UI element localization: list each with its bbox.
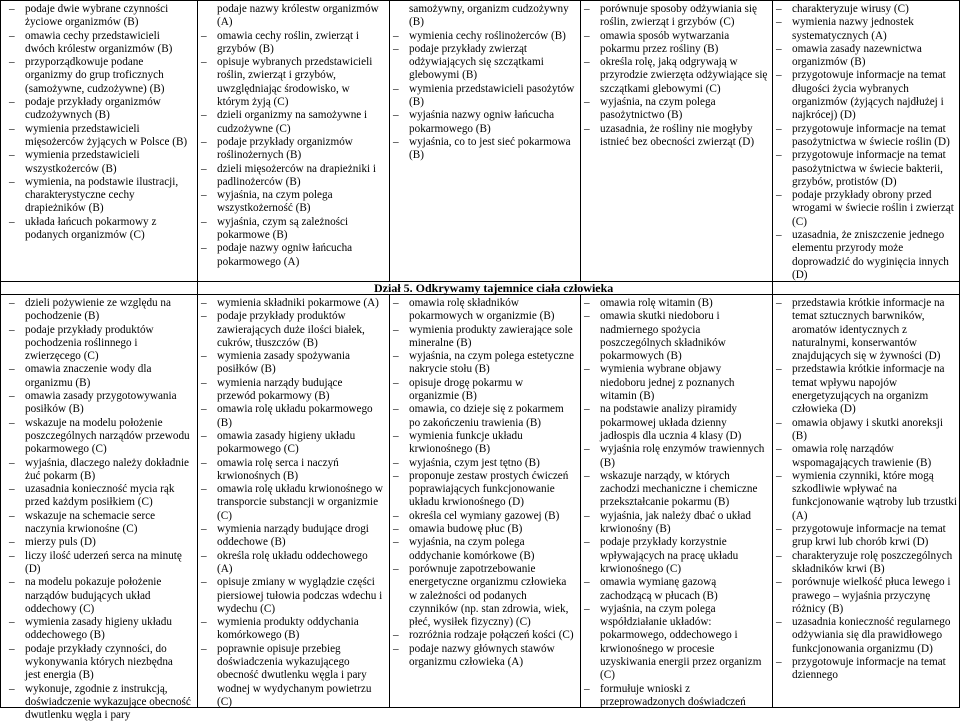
requirement-text: wymienia nazwy jednostek systematycznych (A) (792, 16, 914, 42)
requirement-item (582, 96, 768, 123)
requirement-item (774, 363, 958, 416)
requirement-item (199, 310, 383, 350)
requirement-item (774, 523, 958, 550)
requirement-text: wyjaśnia, na czym polega estetyczne nakrycie stołu (B) (409, 350, 574, 376)
requirement-item (391, 403, 575, 430)
requirement-text: przedstawia krótkie informacje na temat sztucznych barwników, aromatów identycznych z naturalnymi, konserwantów znajdujących się w żywności (D) (792, 297, 945, 363)
requirement-text: przygotowuje informacje na temat dziennego (792, 656, 946, 682)
row2-col4 (582, 297, 768, 707)
requirement-text: wymienia produkty oddychania komórkowego (B) (217, 616, 359, 642)
requirement-text: charakteryzuje wirusy (C) (792, 3, 909, 15)
requirement-item (7, 683, 191, 723)
requirement-text: wskazuje na schemacie serce naczynia krwionośne (C) (25, 509, 156, 536)
requirement-text: omawia rolę serca i naczyń krwionośnych (B) (217, 456, 339, 482)
requirement-text: mierzy puls (D) (25, 536, 96, 549)
requirement-item (582, 297, 768, 310)
requirement-item (7, 96, 191, 123)
column-divider (197, 1, 198, 707)
requirement-item (391, 536, 575, 563)
requirement-text: samożywny, organizm cudzożywny (B) (409, 3, 569, 29)
requirement-text: podaje przykłady czynności, do wykonywania których niezbędna jest energia (B) (25, 642, 173, 682)
requirement-text: podaje przykłady obrony przed wrogami w świecie roślin i zwierząt (C) (792, 189, 954, 228)
requirement-item (774, 656, 958, 683)
requirement-item (774, 470, 958, 523)
requirement-item (7, 576, 191, 616)
requirement-item (391, 629, 575, 642)
requirement-text: podaje nazwy królestw organizmów (A) (217, 3, 379, 29)
requirement-item (774, 616, 958, 656)
requirement-text: wymienia narządy budujące drogi oddechowe (B) (217, 523, 369, 549)
requirement-item (199, 457, 383, 484)
row1-col3 (391, 3, 575, 279)
requirement-item (582, 310, 768, 363)
requirement-text: wymienia produkty zawierające sole mineralne (B) (409, 323, 573, 349)
requirement-item (774, 43, 958, 70)
requirement-item (199, 576, 383, 616)
requirement-text: podaje przykłady produktów zawierających duże ilości białek, cukrów, tłuszczów (B) (217, 310, 365, 349)
requirement-text: uzasadnia konieczność mycia rąk przed każdym posiłkiem (C) (25, 483, 175, 509)
requirement-text: omawia cechy roślin, zwierząt i grzybów (B) (217, 29, 359, 55)
requirement-item (199, 3, 383, 30)
requirement-item (199, 56, 383, 109)
requirement-item (7, 30, 191, 57)
column-divider (389, 1, 390, 281)
requirement-text: dzieli mięsożerców na drapieżniki i padlinożerców (B) (217, 162, 377, 188)
requirement-text: omawia sposób wytwarzania pokarmu przez rośliny (B) (600, 29, 730, 55)
requirement-item (199, 377, 383, 404)
requirement-item (391, 563, 575, 629)
requirement-item (582, 30, 768, 57)
requirement-text: wymienia przedstawicieli pasożytów (B) (409, 82, 575, 109)
requirement-item (582, 576, 768, 603)
requirement-item (774, 69, 958, 122)
requirement-text: wymienia cechy roślinożerców (B) (409, 29, 566, 42)
requirement-item (391, 510, 575, 523)
requirement-text: określa cel wymiany gazowej (B) (409, 509, 560, 522)
requirement-text: charakteryzuje rolę poszczególnych składników krwi (B) (792, 549, 953, 575)
requirement-text: wymienia czynniki, które mogą szkodliwie wpływać na funkcjonowanie wątroby lub trzustki (A) (792, 469, 957, 522)
requirement-text: wykonuje, zgodnie z instrukcją, doświadczenie wykazujące obecność dwutlenku węgla i pary (25, 682, 191, 722)
row2-col2 (199, 297, 383, 707)
requirement-item (582, 443, 768, 470)
requirement-item (7, 363, 191, 390)
requirement-item (199, 30, 383, 57)
requirement-item (774, 229, 958, 282)
requirement-item (391, 643, 575, 670)
requirement-text: wymienia zasady spożywania posiłków (B) (217, 350, 350, 376)
column-divider (580, 295, 581, 707)
requirement-text: wymienia składniki pokarmowe (A) (217, 297, 379, 309)
requirement-item (199, 297, 383, 310)
requirement-item (7, 643, 191, 683)
requirement-text: omawia zasady przygotowywania posiłków (B) (25, 390, 177, 416)
requirement-item (7, 510, 191, 537)
requirement-text: wyjaśnia, czym są zależności pokarmowe (B) (217, 215, 349, 242)
requirement-text: wskazuje narządy, w których zachodzi mechaniczne i chemiczne przekształcanie pokarmu (B) (600, 469, 758, 509)
requirement-text: rozróżnia rodzaje połączeń kości (C) (409, 629, 574, 642)
requirement-item (391, 297, 575, 324)
requirement-text: omawia wymianę gazową zachodzącą w płucach (B) (600, 576, 718, 602)
requirement-item (582, 536, 768, 576)
requirement-text: przyporządkowuje podane organizmy do grup troficznych (samożywne, cudzożywne) (B) (25, 56, 165, 95)
row1-col5 (774, 3, 958, 279)
requirement-item (391, 350, 575, 377)
requirement-text: wskazuje na modelu położenie poszczególnych narządów przewodu pokarmowego (C) (25, 416, 190, 456)
requirement-item (7, 216, 191, 243)
requirement-text: wyjaśnia, na czym polega oddychanie komórkowe (B) (409, 536, 535, 562)
requirement-item (199, 136, 383, 163)
requirement-item (7, 457, 191, 484)
requirement-text: przedstawia krótkie informacje na temat wpływu napojów energetyzujących na organizm człowieka (D) (792, 363, 945, 416)
requirement-text: wymienia narządy budujące przewód pokarmowy (B) (217, 376, 343, 403)
requirement-item (582, 3, 768, 30)
requirement-text: uzasadnia, że zniszczenie jednego elementu przyrody może doprowadzić do wyginięcia innych (D) (792, 229, 949, 281)
requirement-text: porównuje sposoby odżywiania się roślin, zwierząt i grzybów (C) (600, 3, 757, 29)
requirement-item (582, 363, 768, 403)
requirement-item (391, 30, 575, 43)
requirement-item (7, 176, 191, 216)
requirement-item (7, 550, 191, 577)
requirement-item (582, 123, 768, 150)
requirement-text: uzasadnia, że rośliny nie mogłyby istnieć bez obecności zwierząt (D) (600, 122, 755, 148)
requirement-item (7, 56, 191, 96)
requirement-item (199, 109, 383, 136)
requirement-item (199, 403, 383, 430)
requirement-text: wymienia przedstawicieli wszystkożerców (B) (25, 149, 140, 175)
requirement-item (199, 550, 383, 577)
requirement-item (199, 523, 383, 550)
requirement-item (774, 3, 958, 16)
requirement-text: określa rolę, jaką odgrywają w przyrodzie zwierzęta odżywiające się szczątkami glebowymi (C) (600, 56, 768, 95)
requirement-text: podaje przykłady zwierząt odżywiających się szczątkami glebowymi (B) (409, 42, 544, 82)
requirement-text: wymienia, na podstawie ilustracji, charakterystyczne cechy drapieżników (B) (25, 175, 179, 215)
requirement-text: omawia rolę witamin (B) (600, 297, 713, 309)
requirement-item (582, 56, 768, 96)
requirement-item (391, 136, 575, 163)
requirement-text: wyjaśnia, czym jest tętno (B) (409, 456, 540, 469)
requirement-text: omawia skutki niedoboru i nadmiernego spożycia poszczególnych składników pokarmowych (B) (600, 310, 726, 363)
requirement-text: przygotowuje informacje na temat pasożytnictwa w świecie roślin (D) (792, 122, 950, 148)
requirement-item (582, 470, 768, 510)
requirement-item (391, 324, 575, 351)
requirement-text: omawia zasady higieny układu pokarmowego (C) (217, 429, 356, 456)
requirement-item (7, 3, 191, 30)
requirement-item (7, 149, 191, 176)
requirement-text: podaje dwie wybrane czynności życiowe organizmów (B) (25, 3, 169, 29)
requirement-item (774, 189, 958, 229)
requirement-item (199, 483, 383, 523)
requirement-item (7, 123, 191, 150)
requirement-text: omawia rolę narządów wspomagających trawienie (B) (792, 443, 932, 469)
requirement-text: omawia rolę układu pokarmowego (B) (217, 403, 373, 429)
requirement-item (391, 457, 575, 470)
requirement-item (199, 616, 383, 643)
requirement-item (391, 109, 575, 136)
requirement-text: omawia objawy i skutki anoreksji (B) (792, 416, 944, 442)
requirement-text: wyjaśnia, na czym polega współdziałanie układów: pokarmowego, oddechowego i krwionośnego w procesie uzyskiwania energii przez organizm (C) (600, 602, 762, 682)
requirement-item (582, 603, 768, 683)
requirement-item (7, 324, 191, 364)
requirement-text: wymienia zasady higieny układu oddechowego (B) (25, 616, 172, 642)
requirement-text: formułuje wnioski z przeprowadzonych doświadczeń (600, 682, 746, 708)
requirement-item (199, 643, 383, 709)
requirement-item (199, 189, 383, 216)
requirement-item (391, 470, 575, 510)
requirement-text: przygotowuje informacje na temat długości życia wybranych organizmów (żyjących najdłużej i najkrócej) (D) (792, 69, 946, 122)
requirement-text: omawia cechy przedstawicieli dwóch królestw organizmów (B) (25, 29, 173, 55)
requirement-item (391, 523, 575, 536)
requirement-item (199, 163, 383, 190)
requirement-text: porównuje wielkość płuca lewego i prawego – wyjaśnia przyczynę różnicy (B) (792, 576, 951, 615)
requirement-item (774, 123, 958, 150)
requirement-text: liczy ilość uderzeń serca na minutę (D) (25, 549, 182, 575)
requirement-item (582, 683, 768, 710)
requirement-item (774, 576, 958, 616)
column-divider (772, 1, 773, 707)
column-divider (580, 1, 581, 281)
requirement-item (774, 16, 958, 43)
requirement-item (774, 297, 958, 363)
requirement-text: podaje przykłady korzystnie wpływających na pracę układu krwionośnego (C) (600, 536, 739, 575)
requirement-text: uzasadnia konieczność regularnego odżywiania się dla prawidłowego funkcjonowania organizmu (D) (792, 616, 951, 655)
requirement-item (7, 390, 191, 417)
row1-col4 (582, 3, 768, 279)
requirement-text: przygotowuje informacje na temat pasożytnictwa w świecie bakterii, grzybów, protistów (D) (792, 149, 946, 188)
requirement-text: proponuje zestaw prostych ćwiczeń poprawiających funkcjonowanie układu krwionośnego (D) (409, 469, 569, 509)
requirement-text: opisuje wybranych przedstawicieli roślin, zwierząt i grzybów, uwzględniając środowisko, w którym żyją (C) (217, 56, 373, 109)
requirement-item (199, 242, 383, 269)
requirement-item (774, 443, 958, 470)
requirement-text: opisuje zmiany w wyglądzie części piersiowej tułowia podczas wdechu i wydechu (C) (217, 576, 383, 615)
requirement-text: porównuje zapotrzebowanie energetyczne organizmu człowieka w zależności od podanych czynników (np. stan zdrowia, wiek, płeć, wysiłek fizyczny) (C) (409, 562, 569, 629)
requirement-item (391, 83, 575, 110)
requirement-text: przygotowuje informacje na temat grup krwi lub chorób krwi (D) (792, 523, 946, 549)
row2-col5 (774, 297, 958, 707)
requirement-text: podaje przykłady organizmów cudzożywnych (B) (25, 96, 161, 122)
requirement-item (582, 510, 768, 537)
requirement-text: wyjaśnia, na czym polega pasożytnictwo (B) (600, 96, 716, 122)
requirement-text: dzieli pożywienie ze względu na pochodzenie (B) (25, 297, 171, 323)
requirement-text: dzieli organizmy na samożywne i cudzożywne (C) (217, 109, 368, 135)
requirement-item (7, 483, 191, 510)
requirement-text: wyjaśnia rolę enzymów trawiennych (B) (600, 443, 765, 469)
requirement-item (7, 297, 191, 324)
requirement-item (199, 350, 383, 377)
requirement-text: podaje nazwy głównych stawów organizmu człowieka (A) (409, 642, 555, 669)
requirement-item (7, 417, 191, 457)
requirement-text: na podstawie analizy piramidy pokarmowej układa dzienny jadłospis dla ucznia 4 klasy (D) (600, 403, 742, 442)
requirement-text: omawia budowę płuc (B) (409, 523, 523, 536)
requirement-item (391, 377, 575, 404)
requirement-text: opisuje drogę pokarmu w organizmie (B) (409, 376, 524, 403)
row1-col1 (7, 3, 191, 279)
requirement-text: podaje przykłady organizmów roślinożernych (B) (217, 135, 353, 162)
requirement-item (774, 417, 958, 444)
requirement-text: wyjaśnia, dlaczego należy dokładnie żuć pokarm (B) (25, 456, 190, 482)
requirement-text: omawia, co dzieje się z pokarmem po zakończeniu trawienia (B) (409, 403, 564, 429)
section-title: Dział 5. Odkrywamy tajemnice ciała człowieka (374, 281, 614, 295)
requirement-item (391, 3, 575, 30)
requirement-item (582, 403, 768, 443)
requirement-text: podaje przykłady produktów pochodzenia roślinnego i zwierzęcego (C) (25, 323, 154, 363)
requirement-text: omawia rolę składników pokarmowych w organizmie (B) (409, 297, 555, 323)
requirement-text: poprawnie opisuje przebieg doświadczenia wykazującego obecność dwutlenku węgla i pary wodnej w wydychanym powietrzu (C) (217, 642, 372, 708)
requirement-item (199, 216, 383, 243)
requirement-text: wyjaśnia, na czym polega wszystkożerność (B) (217, 189, 333, 215)
requirement-item (7, 536, 191, 549)
requirement-text: wyjaśnia nazwy ogniw łańcucha pokarmowego (B) (409, 109, 555, 135)
row2-col3 (391, 297, 575, 707)
requirement-text: układa łańcuch pokarmowy z podanych organizmów (C) (25, 215, 157, 242)
requirement-item (391, 430, 575, 457)
requirement-text: podaje nazwy ogniw łańcucha pokarmowego (A) (217, 242, 353, 268)
requirement-text: na modelu pokazuje położenie narządów budujących układ oddechowy (C) (25, 576, 162, 615)
requirement-item (774, 550, 958, 577)
row1-col2 (199, 3, 383, 279)
requirement-text: wymienia przedstawicieli mięsożerców żyjących w Polsce (B) (25, 122, 188, 148)
row2-col1 (7, 297, 191, 722)
requirement-text: wyjaśnia, jak należy dbać o układ krwionośny (B) (600, 509, 751, 536)
requirement-text: wymienia wybrane objawy niedoboru jednej z poznanych witamin (B) (600, 363, 735, 403)
requirement-text: wyjaśnia, co to jest sieć pokarmowa (B) (409, 135, 571, 162)
requirement-text: omawia zasady nazewnictwa organizmów (B) (792, 42, 922, 69)
column-divider (389, 295, 390, 707)
requirement-text: omawia rolę układu krwionośnego w transporcie substancji w organizmie (C) (217, 483, 383, 522)
requirement-item (7, 616, 191, 643)
requirement-item (199, 430, 383, 457)
requirement-text: określa rolę układu oddechowego (A) (217, 549, 368, 575)
requirement-item (774, 149, 958, 189)
requirement-item (391, 43, 575, 83)
requirement-text: wymienia funkcje układu krwionośnego (B) (409, 429, 523, 456)
requirement-text: omawia znaczenie wody dla organizmu (B) (25, 363, 152, 389)
